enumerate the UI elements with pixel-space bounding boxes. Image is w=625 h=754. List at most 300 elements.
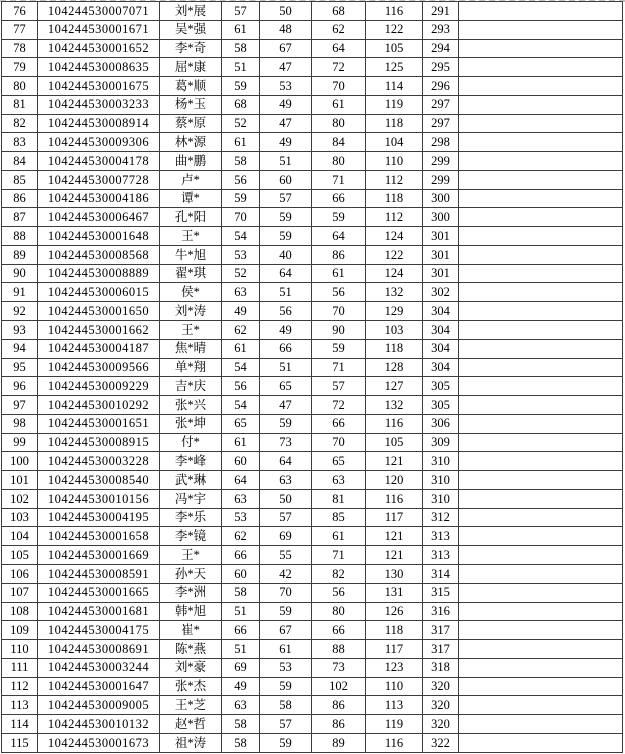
cell-score3: 56 <box>312 283 366 302</box>
cell-id: 104244530008915 <box>38 433 160 452</box>
cell-score3: 71 <box>312 358 366 377</box>
cell-score3: 81 <box>312 489 366 508</box>
cell-score1: 62 <box>222 321 260 340</box>
cell-id: 104244530001665 <box>38 583 160 602</box>
cell-id: 104244530008889 <box>38 264 160 283</box>
cell-score4: 132 <box>366 283 423 302</box>
cell-total: 291 <box>423 2 459 21</box>
table-row <box>2 245 623 264</box>
cell-score1: 54 <box>222 227 260 246</box>
cell-total: 295 <box>423 58 459 77</box>
cell-score1: 63 <box>222 283 260 302</box>
cell-score2: 64 <box>260 264 312 283</box>
cell-score2: 61 <box>260 640 312 659</box>
cell-score1: 63 <box>222 489 260 508</box>
cell-score3: 82 <box>312 564 366 583</box>
cell-name: 陈*燕 <box>160 640 222 659</box>
cell-rank: 101 <box>2 471 38 490</box>
cell-score1: 54 <box>222 358 260 377</box>
table-row <box>2 621 623 640</box>
cell-score2: 69 <box>260 527 312 546</box>
cell-score1: 51 <box>222 602 260 621</box>
cell-id: 104244530003244 <box>38 658 160 677</box>
table-row <box>2 452 623 471</box>
cell-total: 318 <box>423 658 459 677</box>
cell-score3: 80 <box>312 602 366 621</box>
cell-blank <box>459 77 623 96</box>
table-row <box>2 602 623 621</box>
table-row <box>2 39 623 58</box>
cell-score2: 63 <box>260 471 312 490</box>
cell-score4: 103 <box>366 321 423 340</box>
table-row <box>2 2 623 21</box>
cell-id: 104244530004195 <box>38 508 160 527</box>
cell-id: 104244530001671 <box>38 20 160 39</box>
cell-score1: 59 <box>222 77 260 96</box>
cell-score1: 69 <box>222 658 260 677</box>
cell-score1: 60 <box>222 564 260 583</box>
table-row <box>2 733 623 752</box>
cell-total: 301 <box>423 245 459 264</box>
cell-id: 104244530004178 <box>38 152 160 171</box>
cell-rank: 106 <box>2 564 38 583</box>
table-row <box>2 508 623 527</box>
cell-total: 315 <box>423 583 459 602</box>
cell-score4: 110 <box>366 152 423 171</box>
cell-score4: 118 <box>366 621 423 640</box>
cell-id: 104244530001669 <box>38 546 160 565</box>
cell-score4: 124 <box>366 227 423 246</box>
cell-score4: 131 <box>366 583 423 602</box>
cell-rank: 97 <box>2 396 38 415</box>
cell-score3: 70 <box>312 302 366 321</box>
table-row <box>2 283 623 302</box>
cell-blank <box>459 471 623 490</box>
cell-score2: 59 <box>260 208 312 227</box>
cell-score4: 132 <box>366 396 423 415</box>
cell-total: 310 <box>423 471 459 490</box>
cell-score3: 57 <box>312 377 366 396</box>
cell-score1: 61 <box>222 339 260 358</box>
cell-score3: 63 <box>312 471 366 490</box>
cell-score4: 123 <box>366 658 423 677</box>
cell-id: 104244530010156 <box>38 489 160 508</box>
cell-rank: 111 <box>2 658 38 677</box>
cell-score2: 64 <box>260 452 312 471</box>
cell-score1: 61 <box>222 133 260 152</box>
cell-total: 317 <box>423 640 459 659</box>
table-row <box>2 321 623 340</box>
cell-score2: 50 <box>260 489 312 508</box>
cell-score4: 112 <box>366 208 423 227</box>
cell-total: 314 <box>423 564 459 583</box>
table-row <box>2 302 623 321</box>
cell-blank <box>459 715 623 734</box>
cell-score2: 60 <box>260 170 312 189</box>
cell-score1: 64 <box>222 471 260 490</box>
cell-score1: 68 <box>222 95 260 114</box>
cell-id: 104244530001673 <box>38 733 160 752</box>
table-body <box>2 2 623 753</box>
cell-blank <box>459 677 623 696</box>
cell-id: 104244530001658 <box>38 527 160 546</box>
cell-score2: 57 <box>260 508 312 527</box>
cell-score3: 61 <box>312 264 366 283</box>
cell-score1: 58 <box>222 715 260 734</box>
cell-score2: 57 <box>260 715 312 734</box>
table-row <box>2 715 623 734</box>
cell-score2: 67 <box>260 39 312 58</box>
cell-rank: 90 <box>2 264 38 283</box>
cell-blank <box>459 39 623 58</box>
cell-score3: 86 <box>312 245 366 264</box>
cell-total: 305 <box>423 377 459 396</box>
cell-total: 302 <box>423 283 459 302</box>
cell-score3: 61 <box>312 95 366 114</box>
cell-blank <box>459 20 623 39</box>
cell-score1: 53 <box>222 245 260 264</box>
cell-total: 296 <box>423 77 459 96</box>
cell-score3: 71 <box>312 170 366 189</box>
cell-blank <box>459 414 623 433</box>
cell-name: 刘*展 <box>160 2 222 21</box>
cell-id: 104244530008591 <box>38 564 160 583</box>
cell-score1: 52 <box>222 114 260 133</box>
cell-rank: 80 <box>2 77 38 96</box>
cell-score1: 61 <box>222 433 260 452</box>
cell-total: 310 <box>423 452 459 471</box>
cell-score3: 88 <box>312 640 366 659</box>
cell-name: 翟*琪 <box>160 264 222 283</box>
cell-id: 104244530008691 <box>38 640 160 659</box>
cell-total: 310 <box>423 489 459 508</box>
cell-rank: 99 <box>2 433 38 452</box>
cell-score4: 126 <box>366 602 423 621</box>
cell-score1: 53 <box>222 508 260 527</box>
cell-score1: 66 <box>222 621 260 640</box>
cell-score3: 80 <box>312 114 366 133</box>
cell-blank <box>459 602 623 621</box>
cell-score2: 70 <box>260 583 312 602</box>
cell-rank: 109 <box>2 621 38 640</box>
cell-total: 304 <box>423 321 459 340</box>
cell-id: 104244530001651 <box>38 414 160 433</box>
cell-name: 李*峰 <box>160 452 222 471</box>
cell-score1: 61 <box>222 20 260 39</box>
cell-rank: 115 <box>2 733 38 752</box>
cell-score4: 116 <box>366 489 423 508</box>
cell-blank <box>459 170 623 189</box>
cell-score3: 72 <box>312 396 366 415</box>
cell-rank: 92 <box>2 302 38 321</box>
cell-id: 104244530006467 <box>38 208 160 227</box>
cell-rank: 91 <box>2 283 38 302</box>
cell-total: 301 <box>423 227 459 246</box>
cell-total: 306 <box>423 414 459 433</box>
cell-blank <box>459 621 623 640</box>
cell-name: 冯*宇 <box>160 489 222 508</box>
cell-score2: 66 <box>260 339 312 358</box>
cell-score1: 56 <box>222 170 260 189</box>
cell-total: 304 <box>423 339 459 358</box>
table-row <box>2 583 623 602</box>
cell-rank: 93 <box>2 321 38 340</box>
cell-score2: 59 <box>260 414 312 433</box>
table-row <box>2 264 623 283</box>
cell-name: 张*兴 <box>160 396 222 415</box>
cell-rank: 95 <box>2 358 38 377</box>
cell-blank <box>459 489 623 508</box>
cell-blank <box>459 564 623 583</box>
cell-id: 104244530001648 <box>38 227 160 246</box>
cell-blank <box>459 2 623 21</box>
cell-id: 104244530001652 <box>38 39 160 58</box>
cell-total: 309 <box>423 433 459 452</box>
cell-name: 刘*豪 <box>160 658 222 677</box>
cell-blank <box>459 546 623 565</box>
cell-score1: 58 <box>222 152 260 171</box>
cell-id: 104244530004186 <box>38 189 160 208</box>
cell-score3: 68 <box>312 2 366 21</box>
cell-blank <box>459 283 623 302</box>
cell-score2: 53 <box>260 77 312 96</box>
cell-total: 301 <box>423 264 459 283</box>
cell-total: 320 <box>423 677 459 696</box>
cell-id: 104244530009005 <box>38 696 160 715</box>
cell-name: 刘*涛 <box>160 302 222 321</box>
table-row <box>2 489 623 508</box>
cell-rank: 85 <box>2 170 38 189</box>
cell-score3: 64 <box>312 227 366 246</box>
table-row <box>2 20 623 39</box>
cell-score3: 65 <box>312 452 366 471</box>
cell-name: 曲*鹏 <box>160 152 222 171</box>
cell-rank: 82 <box>2 114 38 133</box>
cell-score1: 51 <box>222 58 260 77</box>
table-row <box>2 546 623 565</box>
cell-score1: 66 <box>222 546 260 565</box>
cell-score4: 121 <box>366 527 423 546</box>
table-row <box>2 227 623 246</box>
cell-name: 孔*阳 <box>160 208 222 227</box>
cell-rank: 110 <box>2 640 38 659</box>
cell-score2: 47 <box>260 396 312 415</box>
table-row <box>2 677 623 696</box>
cell-score4: 118 <box>366 339 423 358</box>
cell-total: 299 <box>423 170 459 189</box>
cell-score2: 51 <box>260 152 312 171</box>
cell-score1: 51 <box>222 640 260 659</box>
cell-score3: 90 <box>312 321 366 340</box>
cell-score4: 104 <box>366 133 423 152</box>
cell-score1: 58 <box>222 733 260 752</box>
cell-id: 104244530008540 <box>38 471 160 490</box>
cell-id: 104244530008914 <box>38 114 160 133</box>
cell-total: 305 <box>423 396 459 415</box>
cell-id: 104244530006015 <box>38 283 160 302</box>
cell-rank: 112 <box>2 677 38 696</box>
cell-score4: 112 <box>366 170 423 189</box>
cell-total: 294 <box>423 39 459 58</box>
cell-score2: 40 <box>260 245 312 264</box>
table-row <box>2 396 623 415</box>
cell-score3: 71 <box>312 546 366 565</box>
cell-score1: 49 <box>222 302 260 321</box>
cell-blank <box>459 227 623 246</box>
cell-score1: 58 <box>222 583 260 602</box>
cell-score4: 121 <box>366 452 423 471</box>
cell-blank <box>459 733 623 752</box>
cell-score4: 127 <box>366 377 423 396</box>
cell-name: 付* <box>160 433 222 452</box>
cell-name: 王* <box>160 227 222 246</box>
cell-score2: 65 <box>260 377 312 396</box>
cell-score4: 118 <box>366 114 423 133</box>
cell-blank <box>459 377 623 396</box>
table-row <box>2 696 623 715</box>
cell-score2: 59 <box>260 227 312 246</box>
cell-score3: 70 <box>312 77 366 96</box>
cell-name: 崔* <box>160 621 222 640</box>
cell-total: 320 <box>423 715 459 734</box>
cell-total: 322 <box>423 733 459 752</box>
cell-score2: 47 <box>260 114 312 133</box>
cell-score4: 125 <box>366 58 423 77</box>
cell-total: 300 <box>423 208 459 227</box>
cell-id: 104244530001650 <box>38 302 160 321</box>
cell-name: 韩*旭 <box>160 602 222 621</box>
cell-score1: 60 <box>222 452 260 471</box>
cell-rank: 102 <box>2 489 38 508</box>
cell-rank: 104 <box>2 527 38 546</box>
cell-score2: 67 <box>260 621 312 640</box>
cell-rank: 103 <box>2 508 38 527</box>
cell-id: 104244530009229 <box>38 377 160 396</box>
cell-blank <box>459 339 623 358</box>
cell-rank: 86 <box>2 189 38 208</box>
cell-score4: 122 <box>366 20 423 39</box>
cell-name: 王* <box>160 321 222 340</box>
table-row <box>2 58 623 77</box>
cell-blank <box>459 321 623 340</box>
cell-score3: 85 <box>312 508 366 527</box>
cell-blank <box>459 114 623 133</box>
cell-score2: 47 <box>260 58 312 77</box>
cell-blank <box>459 508 623 527</box>
table-row <box>2 95 623 114</box>
cell-score2: 53 <box>260 658 312 677</box>
cell-score1: 54 <box>222 396 260 415</box>
cell-score4: 129 <box>366 302 423 321</box>
cell-total: 297 <box>423 114 459 133</box>
cell-score3: 59 <box>312 208 366 227</box>
cell-total: 320 <box>423 696 459 715</box>
cell-blank <box>459 433 623 452</box>
cell-score1: 52 <box>222 264 260 283</box>
cell-blank <box>459 133 623 152</box>
table-row <box>2 114 623 133</box>
cell-score2: 59 <box>260 733 312 752</box>
cell-score1: 65 <box>222 414 260 433</box>
cell-name: 张*杰 <box>160 677 222 696</box>
cell-score3: 64 <box>312 39 366 58</box>
cell-blank <box>459 189 623 208</box>
cell-rank: 105 <box>2 546 38 565</box>
cell-blank <box>459 658 623 677</box>
cell-name: 杨*玉 <box>160 95 222 114</box>
cell-id: 104244530001662 <box>38 321 160 340</box>
cell-score4: 113 <box>366 696 423 715</box>
cell-score3: 72 <box>312 58 366 77</box>
cell-score4: 116 <box>366 2 423 21</box>
table-row <box>2 339 623 358</box>
cell-score4: 122 <box>366 245 423 264</box>
cell-name: 孙*天 <box>160 564 222 583</box>
cell-score2: 59 <box>260 677 312 696</box>
cell-id: 104244530010132 <box>38 715 160 734</box>
cell-score3: 66 <box>312 621 366 640</box>
cell-blank <box>459 302 623 321</box>
table-row <box>2 358 623 377</box>
cell-total: 298 <box>423 133 459 152</box>
cell-name: 武*琳 <box>160 471 222 490</box>
cell-score1: 70 <box>222 208 260 227</box>
cell-id: 104244530010292 <box>38 396 160 415</box>
table-row <box>2 433 623 452</box>
table-row <box>2 471 623 490</box>
cell-score3: 62 <box>312 20 366 39</box>
cell-blank <box>459 696 623 715</box>
cell-score4: 110 <box>366 677 423 696</box>
cell-rank: 108 <box>2 602 38 621</box>
cell-score3: 61 <box>312 527 366 546</box>
cell-score3: 89 <box>312 733 366 752</box>
table-row <box>2 208 623 227</box>
cell-score4: 116 <box>366 733 423 752</box>
cell-score3: 66 <box>312 189 366 208</box>
cell-total: 313 <box>423 546 459 565</box>
cell-id: 104244530007728 <box>38 170 160 189</box>
cell-name: 葛*顺 <box>160 77 222 96</box>
cell-name: 牛*旭 <box>160 245 222 264</box>
cell-rank: 107 <box>2 583 38 602</box>
cell-blank <box>459 452 623 471</box>
cell-blank <box>459 264 623 283</box>
cell-name: 王*芝 <box>160 696 222 715</box>
cell-score4: 118 <box>366 189 423 208</box>
cell-blank <box>459 58 623 77</box>
cell-score2: 51 <box>260 358 312 377</box>
cell-score2: 48 <box>260 20 312 39</box>
cell-score4: 116 <box>366 414 423 433</box>
cell-total: 300 <box>423 189 459 208</box>
cell-name: 卢* <box>160 170 222 189</box>
cell-id: 104244530001681 <box>38 602 160 621</box>
cell-blank <box>459 358 623 377</box>
table-row <box>2 414 623 433</box>
cell-score4: 105 <box>366 433 423 452</box>
cell-total: 304 <box>423 358 459 377</box>
cell-name: 李*奇 <box>160 39 222 58</box>
cell-score4: 117 <box>366 640 423 659</box>
cell-blank <box>459 245 623 264</box>
cell-score1: 58 <box>222 39 260 58</box>
cell-total: 312 <box>423 508 459 527</box>
cell-score3: 70 <box>312 433 366 452</box>
cell-blank <box>459 396 623 415</box>
cell-name: 单*翔 <box>160 358 222 377</box>
cell-rank: 96 <box>2 377 38 396</box>
